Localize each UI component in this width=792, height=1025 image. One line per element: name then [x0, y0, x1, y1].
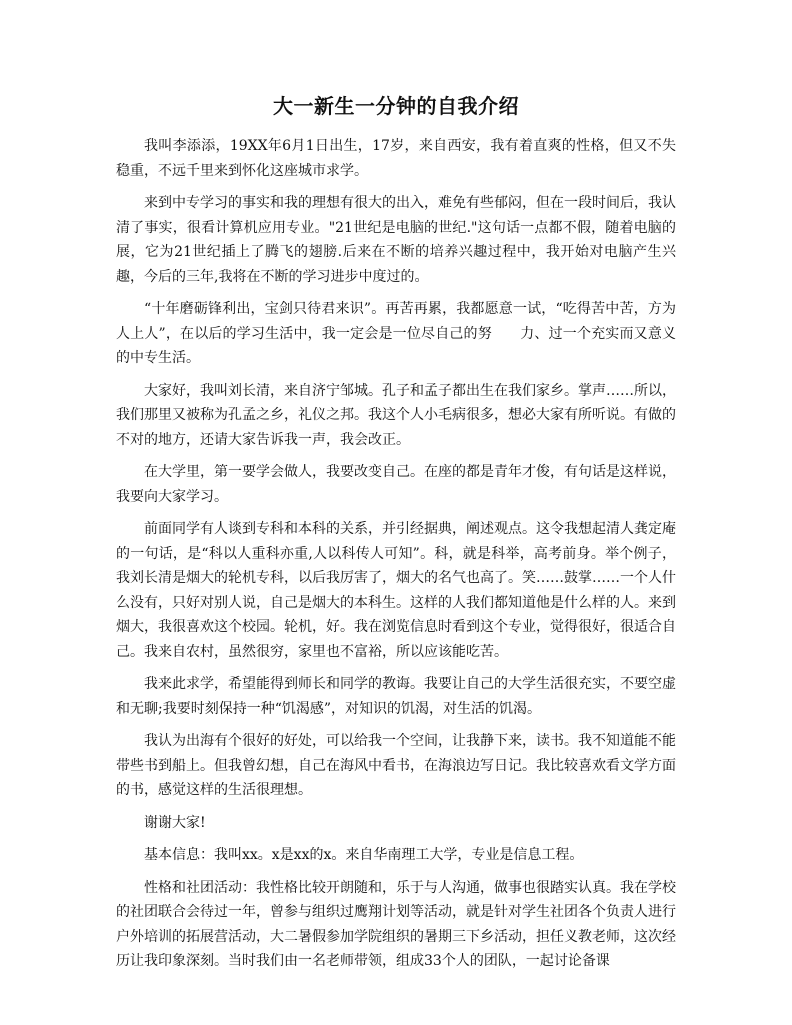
- paragraph-study-goals: 我来此求学，希望能得到师长和同学的教诲。我要让自己的大学生活很充实，不要空虚和无聊;我要时刻保持一种“饥渴感”，对知识的饥渴，对生活的饥渴。: [116, 676, 676, 717]
- document-title: 大一新生一分钟的自我介绍: [273, 94, 519, 118]
- paragraph-personality-activities: 性格和社团活动：我性格比较开朗随和，乐于与人沟通，做事也很踏实认真。我在学校的社团联合会待过一年，曾参与组织过鹰翔计划等活动，就是针对学生社团各个负责人进行户外培训的拓展营活动，大二暑假参加学院组织的暑期三下乡活动，担任义教老师，这次经历让我印象深刻。当时我们由一名老师带领，组成33个人的团队，一起讨论备课: [116, 879, 676, 969]
- paragraph-computer-major: 来到中专学习的事实和我的理想有很大的出入，难免有些郁闷，但在一段时间后，我认清了事实，很看计算机应用专业。"21世纪是电脑的世纪."这句话一点都不假，随着电脑的展，它为21世纪插上了腾飞的翅膀.后来在不断的培养兴趣过程中，我开始对电脑产生兴趣，今后的三年,我将在不断的学习进步中度过的。: [116, 195, 676, 285]
- paragraph-sea-reading: 我认为出海有个很好的好处，可以给我一个空间，让我静下来，读书。我不知道能不能带些书到船上。但我曾幻想，自己在海风中看书，在海浪边写日记。我比较喜欢看文学方面的书，感觉这样的生活很理想。: [116, 733, 676, 798]
- paragraph-basic-info: 基本信息：我叫xx。x是xx的x。来自华南理工大学，专业是信息工程。: [144, 847, 584, 863]
- paragraph-motto: “十年磨砺锋利出，宝剑只待君来识”。再苦再累，我都愿意一试，“吃得苦中苦，方为人上人”，在以后的学习生活中，我一定会是一位尽自己的努 力、过一个充实而又意义的中专生活。: [116, 301, 676, 366]
- document-body: [116, 134, 676, 982]
- paragraph-university-life: 在大学里，第一要学会做人，我要改变自己。在座的都是青年才俊，有句话是这样说，我要向大家学习。: [116, 464, 676, 505]
- paragraph-intro-liu: 大家好，我叫刘长清，来自济宁邹城。孔子和孟子都出生在我们家乡。掌声……所以，我们那里又被称为孔孟之乡，礼仪之邦。我这个人小毛病很多，想必大家有所听说。有做的不对的地方，还请大家告诉我一声，我会改正。: [116, 382, 676, 448]
- paragraph-college-views: 前面同学有人谈到专科和本科的关系，并引经据典，阐述观点。这令我想起清人龚定庵的一句话，是“科以人重科亦重,人以科传人可知”。科，就是科举，高考前身。举个例子，我刘长清是烟大的轮机专科，以后我厉害了，烟大的名气也高了。笑……鼓掌……一个人什么没有，只好对别人说，自己是烟大的本科生。这样的人我们都知道他是什么样的人。来到烟大，我很喜欢这个校园。轮机，好。我在浏览信息时看到这个专业，觉得很好，很适合自己。我来自农村，虽然很穷，家里也不富裕，所以应该能吃苦。: [116, 521, 676, 660]
- paragraph-thanks: 谢谢大家!: [144, 814, 206, 831]
- paragraph-intro-li: 我叫李添添，19XX年6月1日出生，17岁，来自西安，我有着直爽的性格，但又不失稳重，不远千里来到怀化这座城市求学。: [116, 138, 676, 179]
